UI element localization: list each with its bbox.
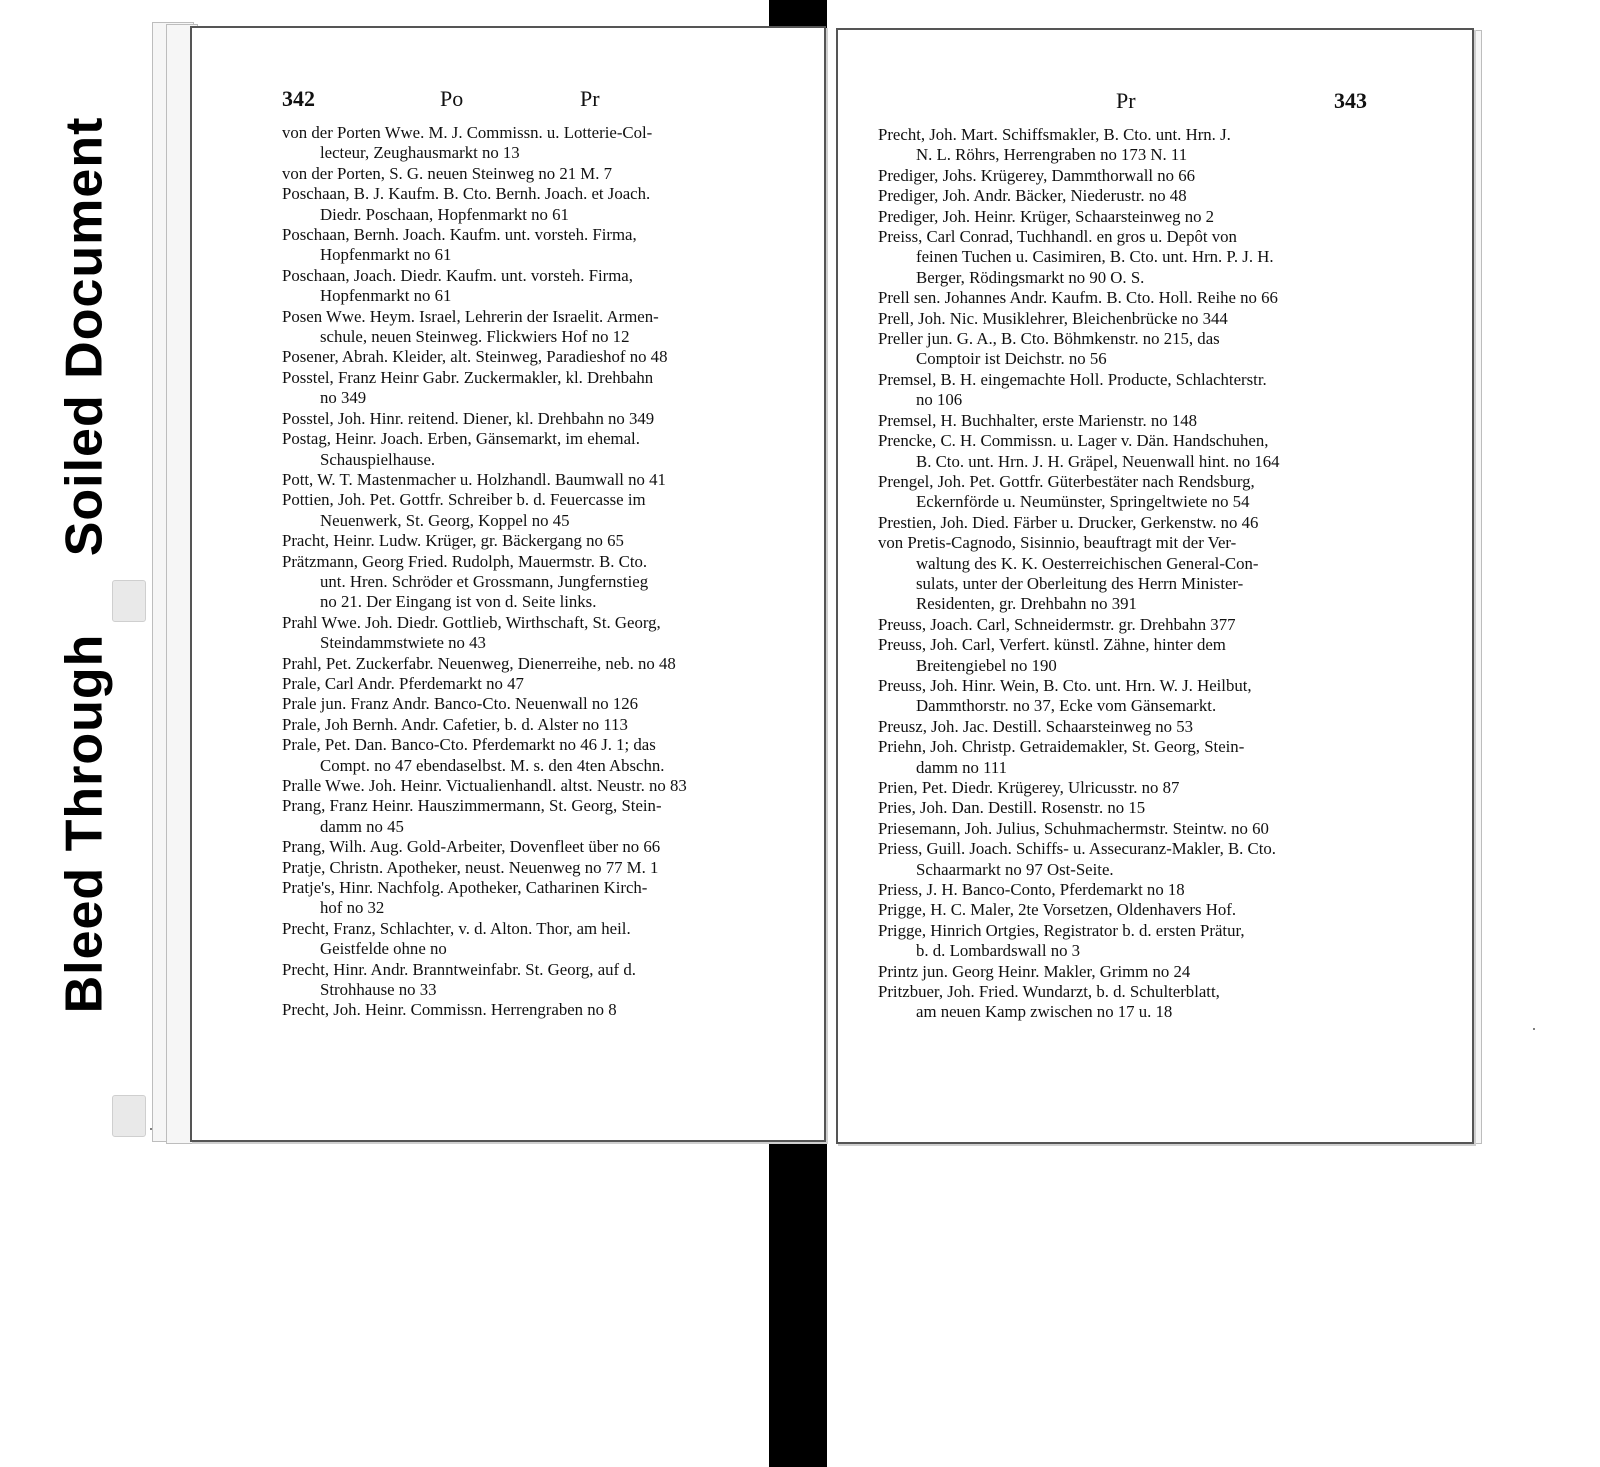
directory-entry [878, 370, 1378, 411]
right-page-number: 343 [1334, 88, 1367, 113]
directory-entry [878, 982, 1378, 1023]
entry-line: Postag, Heinr. Joach. Erben, Gänsemarkt, im ehemal. [282, 429, 640, 449]
entry-line: Prahl, Pet. Zuckerfabr. Neuenweg, Dienerreihe, neb. no 48 [282, 653, 676, 673]
entry-continuation-line: damm no 45 [320, 816, 404, 836]
entry-continuation-line: Eckernförde u. Neumünster, Springeltwiete no 54 [916, 492, 1250, 512]
directory-entry [282, 613, 778, 654]
entry-line: Preller jun. G. A., B. Cto. Böhmkenstr. no 215, das [878, 329, 1220, 349]
directory-entry [878, 635, 1378, 676]
entry-continuation-line: N. L. Röhrs, Herrengraben no 173 N. 11 [916, 145, 1188, 165]
entry-line: Prediger, Joh. Heinr. Krüger, Schaarsteinweg no 2 [878, 206, 1215, 226]
entry-continuation-line: Dammthorstr. no 37, Ecke vom Gänsemarkt. [916, 696, 1217, 716]
entry-line: Prale, Joh Bernh. Andr. Cafetier, b. d. Alster no 113 [282, 714, 628, 734]
right-running-head-pr: Pr [1116, 88, 1136, 113]
directory-entry [282, 552, 778, 613]
entry-line: von der Porten, S. G. neuen Steinweg no 21 M. 7 [282, 163, 612, 183]
entry-line: Pratje's, Hinr. Nachfolg. Apotheker, Catharinen Kirch- [282, 878, 648, 898]
entry-continuation-line: lecteur, Zeughausmarkt no 13 [320, 143, 520, 163]
entry-continuation-line: Compt. no 47 ebendaselbst. M. s. den 4ten Abschn. [320, 755, 665, 775]
left-running-head-po: Po [440, 86, 464, 111]
entry-line: Posstel, Joh. Hinr. reitend. Diener, kl. Drehbahn no 349 [282, 408, 655, 428]
entry-line: Prediger, Johs. Krügerey, Dammthorwall no 66 [878, 165, 1196, 185]
scan-speck [1533, 1028, 1535, 1030]
entry-line: Pottien, Joh. Pet. Gottfr. Schreiber b. d. Feuercasse im [282, 490, 646, 510]
directory-entry [878, 839, 1378, 880]
entry-continuation-line: feinen Tuchen u. Casimiren, B. Cto. unt. Hrn. P. J. H. [916, 247, 1274, 267]
entry-line: Preuss, Joach. Carl, Schneidermstr. gr. Drehbahn 377 [878, 614, 1236, 634]
directory-entry [282, 837, 778, 857]
directory-entry [282, 225, 778, 266]
entry-line: Prell, Joh. Nic. Musiklehrer, Bleichenbrücke no 344 [878, 308, 1228, 328]
entry-continuation-line: hof no 32 [320, 898, 385, 918]
entry-line: Poschaan, Joach. Diedr. Kaufm. unt. vorsteh. Firma, [282, 265, 633, 285]
directory-entry [878, 329, 1378, 370]
entry-line: Posen Wwe. Heym. Israel, Lehrerin der Israelit. Armen- [282, 306, 659, 326]
directory-entry [878, 186, 1378, 206]
bleed-through-label: Bleed Through [55, 633, 113, 1014]
entry-line: Prahl Wwe. Joh. Diedr. Gottlieb, Wirthschaft, St. Georg, [282, 612, 661, 632]
directory-entry [282, 347, 778, 367]
entry-line: von Pretis-Cagnodo, Sisinnio, beauftragt mit der Ver- [878, 533, 1237, 553]
directory-entry [878, 472, 1378, 513]
directory-entry [282, 490, 778, 531]
entry-line: Prigge, Hinrich Ortgies, Registrator b. d. ersten Prätur, [878, 920, 1245, 940]
entry-continuation-line: B. Cto. unt. Hrn. J. H. Gräpel, Neuenwall hint. no 164 [916, 451, 1280, 471]
directory-entry [878, 309, 1378, 329]
entry-continuation-line: Hopfenmarkt no 61 [320, 245, 452, 265]
entry-continuation-line: Hopfenmarkt no 61 [320, 286, 452, 306]
entry-continuation-line: Neuenwerk, St. Georg, Koppel no 45 [320, 510, 570, 530]
entry-continuation-line: damm no 111 [916, 757, 1008, 777]
entry-continuation-line: Schauspielhause. [320, 449, 436, 469]
directory-entry [282, 307, 778, 348]
bleed-through-soiled-label [55, 60, 113, 1070]
directory-entry [878, 778, 1378, 798]
entry-continuation-line: b. d. Lombardswall no 3 [916, 941, 1081, 961]
entry-continuation-line: am neuen Kamp zwischen no 17 u. 18 [916, 1002, 1173, 1022]
entry-line: Pralle Wwe. Joh. Heinr. Victualienhandl. altst. Neustr. no 83 [282, 776, 687, 795]
entry-line: Priehn, Joh. Christp. Getraidemakler, St. Georg, Stein- [878, 737, 1245, 757]
directory-entry [878, 737, 1378, 778]
directory-entry [282, 184, 778, 225]
directory-entry [282, 1000, 778, 1020]
entry-continuation-line: schule, neuen Steinweg. Flickwiers Hof no 12 [320, 327, 630, 347]
right-directory-list [878, 125, 1378, 1023]
directory-entry [878, 615, 1378, 635]
directory-entry [878, 717, 1378, 737]
entry-continuation-line: Comptoir ist Deichstr. no 56 [916, 349, 1107, 369]
left-running-head-pr: Pr [580, 86, 600, 111]
left-page-number: 342 [282, 86, 315, 111]
directory-entry [878, 431, 1378, 472]
left-page [190, 26, 826, 1142]
entry-line: Prediger, Joh. Andr. Bäcker, Niederustr. no 48 [878, 186, 1187, 206]
entry-continuation-line: Diedr. Poschaan, Hopfenmarkt no 61 [320, 204, 569, 224]
directory-entry [878, 513, 1378, 533]
entry-line: Preuss, Joh. Carl, Verfert. künstl. Zähne, hinter dem [878, 635, 1226, 655]
directory-entry [282, 694, 778, 714]
directory-entry [282, 654, 778, 674]
entry-continuation-line: sulats, unter der Oberleitung des Herrn Minister- [916, 573, 1244, 593]
soiled-document-label: Soiled Document [55, 116, 113, 557]
directory-entry [878, 676, 1378, 717]
entry-line: Prätzmann, Georg Fried. Rudolph, Mauermstr. B. Cto. [282, 551, 648, 571]
entry-line: Prestien, Joh. Died. Färber u. Drucker, Gerkenstw. no 46 [878, 512, 1259, 532]
entry-continuation-line: waltung des K. K. Oesterreichischen General-Con- [916, 553, 1259, 573]
directory-entry [282, 123, 778, 164]
entry-line: Prell sen. Johannes Andr. Kaufm. B. Cto. Holl. Reihe no 66 [878, 288, 1278, 308]
directory-entry [282, 674, 778, 694]
directory-entry [878, 921, 1378, 962]
entry-line: Printz jun. Georg Heinr. Makler, Grimm no 24 [878, 961, 1191, 981]
directory-entry [878, 411, 1378, 431]
entry-line: Prang, Franz Heinr. Hauszimmermann, St. Georg, Stein- [282, 796, 662, 816]
directory-entry [282, 796, 778, 837]
entry-line: Precht, Franz, Schlachter, v. d. Alton. Thor, am heil. [282, 918, 631, 938]
entry-continuation-line: Residenten, gr. Drehbahn no 391 [916, 594, 1137, 614]
directory-entry [282, 776, 778, 796]
directory-entry [282, 531, 778, 551]
spine-bottom-strip [769, 1142, 827, 1467]
directory-entry [878, 166, 1378, 186]
entry-line: Precht, Joh. Heinr. Commissn. Herrengraben no 8 [282, 1000, 617, 1020]
left-directory-list [282, 123, 778, 1021]
entry-continuation-line: Strohhause no 33 [320, 980, 437, 1000]
directory-entry [878, 125, 1378, 166]
directory-entry [282, 919, 778, 960]
entry-line: Precht, Hinr. Andr. Branntweinfabr. St. Georg, auf d. [282, 959, 636, 979]
directory-entry [282, 470, 778, 490]
entry-line: Premsel, H. Buchhalter, erste Marienstr. no 148 [878, 410, 1198, 430]
directory-entry [878, 962, 1378, 982]
entry-line: Pries, Joh. Dan. Destill. Rosenstr. no 15 [878, 798, 1146, 818]
entry-line: Prang, Wilh. Aug. Gold-Arbeiter, Dovenfleet über no 66 [282, 837, 661, 857]
directory-entry [282, 429, 778, 470]
entry-line: Pritzbuer, Joh. Fried. Wundarzt, b. d. Schulterblatt, [878, 982, 1220, 1002]
scan-speck [150, 1128, 152, 1130]
directory-entry [282, 368, 778, 409]
entry-line: von der Porten Wwe. M. J. Commissn. u. Lotterie-Col- [282, 123, 653, 142]
entry-line: Posstel, Franz Heinr Gabr. Zuckermakler, kl. Drehbahn [282, 367, 654, 387]
directory-entry [282, 878, 778, 919]
entry-line: Pratje, Christn. Apotheker, neust. Neuenweg no 77 M. 1 [282, 857, 659, 877]
entry-continuation-line: unt. Hren. Schröder et Grossmann, Jungfernstieg [320, 571, 649, 591]
entry-line: Poschaan, Bernh. Joach. Kaufm. unt. vorsteh. Firma, [282, 225, 637, 245]
directory-entry [878, 288, 1378, 308]
entry-line: Posener, Abrah. Kleider, alt. Steinweg, Paradieshof no 48 [282, 347, 668, 367]
entry-continuation-line: Berger, Rödingsmarkt no 90 O. S. [916, 267, 1145, 287]
directory-entry [282, 164, 778, 184]
entry-line: Priess, J. H. Banco-Conto, Pferdemarkt no 18 [878, 880, 1185, 900]
right-page [836, 28, 1474, 1144]
entry-line: Pracht, Heinr. Ludw. Krüger, gr. Bäckergang no 65 [282, 531, 624, 551]
entry-line: Poschaan, B. J. Kaufm. B. Cto. Bernh. Joach. et Joach. [282, 184, 651, 204]
page-tab-upper [112, 580, 146, 622]
directory-entry [282, 960, 778, 1001]
directory-entry [878, 900, 1378, 920]
directory-entry [282, 715, 778, 735]
entry-line: Preuss, Joh. Hinr. Wein, B. Cto. unt. Hrn. W. J. Heilbut, [878, 675, 1252, 695]
entry-continuation-line: Geistfelde ohne no [320, 939, 447, 959]
entry-line: Prengel, Joh. Pet. Gottfr. Güterbestäter nach Rendsburg, [878, 471, 1255, 491]
entry-continuation-line: Schaarmarkt no 97 Ost-Seite. [916, 859, 1114, 879]
entry-line: Prale jun. Franz Andr. Banco-Cto. Neuenwall no 126 [282, 694, 639, 714]
directory-entry [878, 533, 1378, 615]
entry-line: Prigge, H. C. Maler, 2te Vorsetzen, Oldenhavers Hof. [878, 900, 1237, 920]
entry-line: Pott, W. T. Mastenmacher u. Holzhandl. Baumwall no 41 [282, 469, 666, 489]
entry-line: Priesemann, Joh. Julius, Schuhmachermstr. Steintw. no 60 [878, 818, 1269, 838]
directory-entry [878, 880, 1378, 900]
entry-continuation-line: Breitengiebel no 190 [916, 655, 1057, 675]
directory-entry [282, 735, 778, 776]
directory-entry [878, 819, 1378, 839]
entry-line: Priess, Guill. Joach. Schiffs- u. Assecuranz-Makler, B. Cto. [878, 839, 1276, 859]
entry-line: Prale, Carl Andr. Pferdemarkt no 47 [282, 673, 524, 693]
directory-entry [878, 798, 1378, 818]
entry-line: Precht, Joh. Mart. Schiffsmakler, B. Cto. unt. Hrn. J. [878, 125, 1231, 144]
entry-line: Prale, Pet. Dan. Banco-Cto. Pferdemarkt no 46 J. 1; das [282, 735, 656, 755]
entry-line: Premsel, B. H. eingemachte Holl. Producte, Schlachterstr. [878, 369, 1267, 389]
entry-line: Prencke, C. H. Commissn. u. Lager v. Dän. Handschuhen, [878, 431, 1269, 451]
entry-continuation-line: no 106 [916, 390, 963, 410]
directory-entry [282, 266, 778, 307]
entry-line: Prien, Pet. Diedr. Krügerey, Ulricusstr. no 87 [878, 778, 1180, 797]
directory-entry [282, 409, 778, 429]
directory-entry [878, 207, 1378, 227]
entry-continuation-line: no 21. Der Eingang ist von d. Seite links. [320, 592, 597, 612]
entry-line: Preusz, Joh. Jac. Destill. Schaarsteinweg no 53 [878, 716, 1194, 736]
entry-continuation-line: Steindammstwiete no 43 [320, 633, 486, 653]
entry-line: Preiss, Carl Conrad, Tuchhandl. en gros u. Depôt von [878, 227, 1237, 247]
page-tab-lower [112, 1095, 146, 1137]
directory-entry [282, 858, 778, 878]
directory-entry [878, 227, 1378, 288]
entry-continuation-line: no 349 [320, 388, 367, 408]
spine-top-strip [769, 0, 827, 28]
